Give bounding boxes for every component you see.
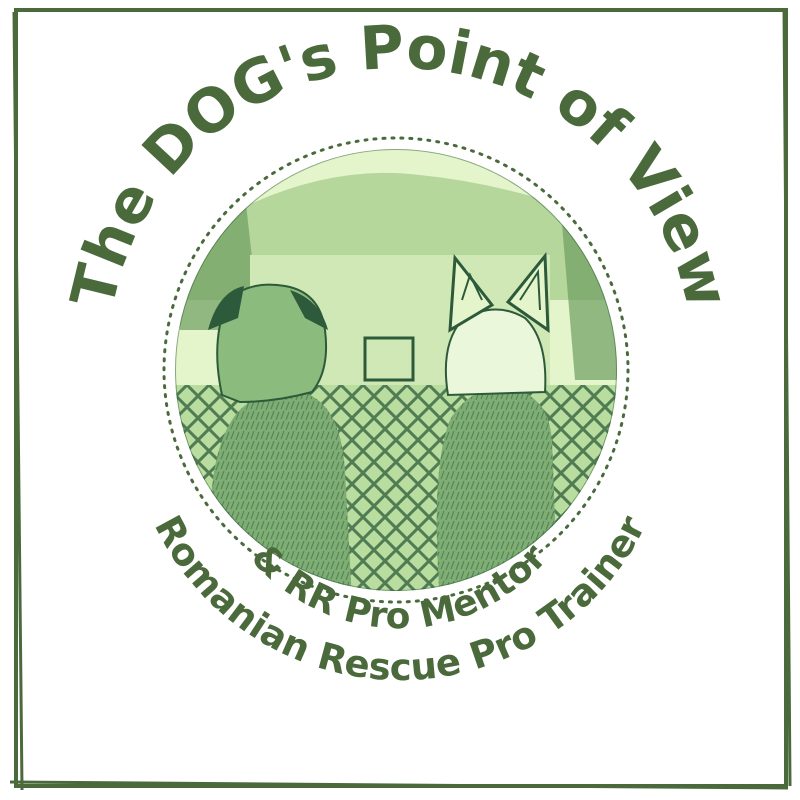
logo-title-text: The DOG's Point of View	[57, 12, 743, 315]
logo-subtitle-line2-text: & RR Pro Mentor	[243, 536, 555, 638]
logo-subtitle-line1-text: Romanian Rescue Pro Trainer	[146, 508, 654, 690]
